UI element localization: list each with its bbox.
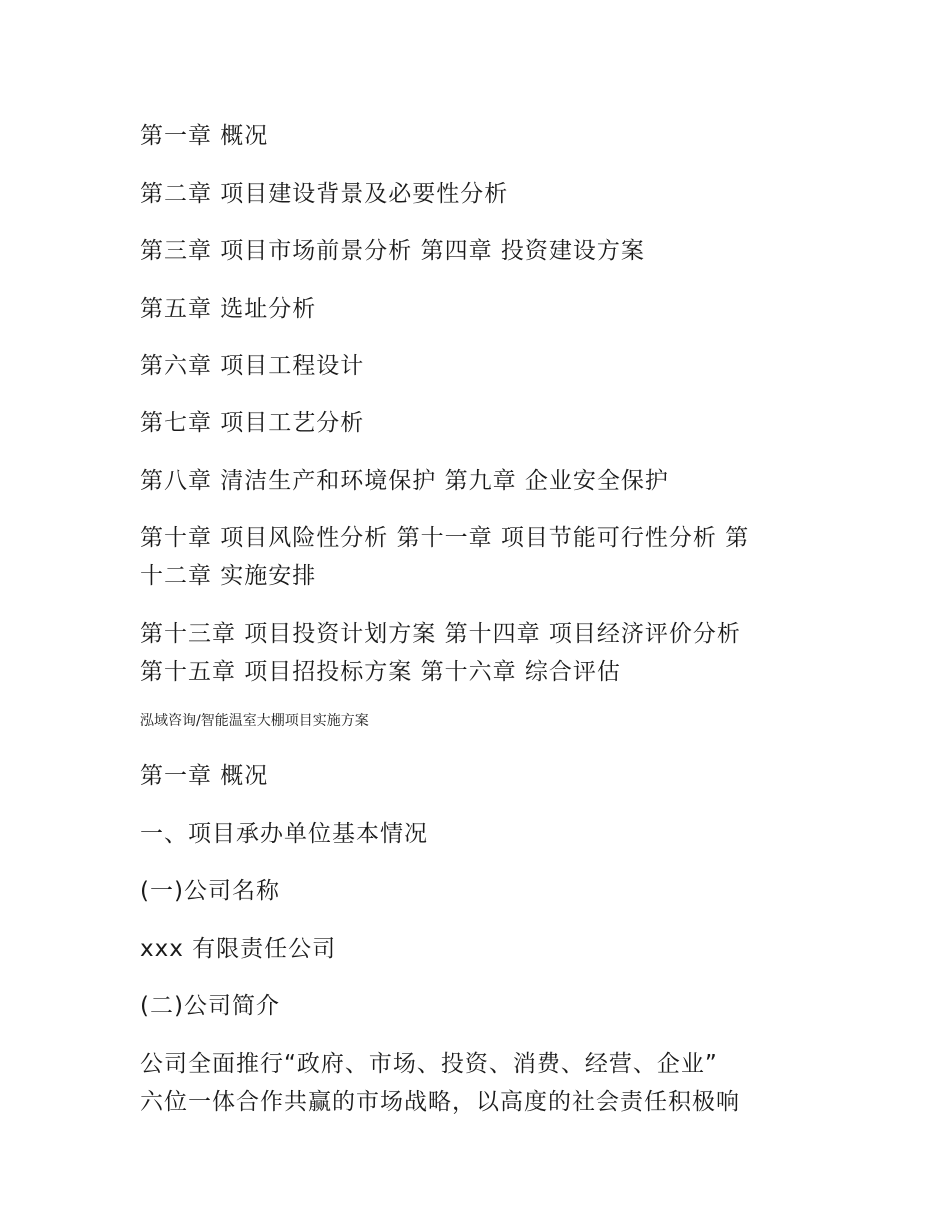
toc-entry-text: 十二章 实施安排 — [140, 563, 317, 589]
toc-entry-7 — [140, 462, 810, 500]
toc-entry-text: 第七章 项目工艺分析 — [140, 410, 365, 436]
toc-entry-text: 第十五章 项目招投标方案 第十六章 综合评估 — [140, 659, 621, 685]
toc-entry-6 — [140, 404, 810, 442]
toc-entry-1 — [140, 117, 810, 155]
toc-entry-text: 第十三章 项目投资计划方案 第十四章 项目经济评价分析 — [140, 621, 741, 647]
paragraph-line: 公司全面推行“政府、市场、投资、消费、经营、企业” — [140, 1051, 718, 1077]
toc-entry-text: 第三章 项目市场前景分析 第四章 投资建设方案 — [140, 238, 645, 264]
toc-entry-4 — [140, 290, 810, 328]
company-intro-paragraph — [140, 1045, 810, 1121]
toc-entry-text: 第六章 项目工程设计 — [140, 353, 365, 379]
toc-entry-text: 第五章 选址分析 — [140, 296, 317, 322]
toc-entry-5 — [140, 347, 810, 385]
paragraph-line: 六位一体合作共赢的市场战略，以高度的社会责任积极响 — [140, 1089, 740, 1115]
chapter-title: 第一章 概况 — [140, 763, 269, 789]
toc-entry-text: 第二章 项目建设背景及必要性分析 — [140, 181, 509, 207]
toc-entry-text: 第八章 清洁生产和环境保护 第九章 企业安全保护 — [140, 468, 669, 494]
toc-entry-text: 第十章 项目风险性分析 第十一章 项目节能可行性分析 第 — [140, 525, 750, 551]
toc-entry-text: 第一章 概况 — [140, 123, 269, 149]
toc-entry-8 — [140, 519, 810, 595]
subsection-title-company-name: (一)公司名称 — [140, 878, 280, 904]
toc-entry-3 — [140, 232, 810, 270]
toc-entry-2 — [140, 175, 810, 213]
subsection-title-company-intro: (二)公司简介 — [140, 993, 280, 1019]
toc-entry-9 — [140, 615, 810, 691]
company-name: xxx 有限责任公司 — [140, 936, 337, 962]
section-title: 一、项目承办单位基本情况 — [140, 821, 428, 847]
running-header: 泓域咨询/智能温室大棚项目实施方案 — [140, 713, 369, 729]
